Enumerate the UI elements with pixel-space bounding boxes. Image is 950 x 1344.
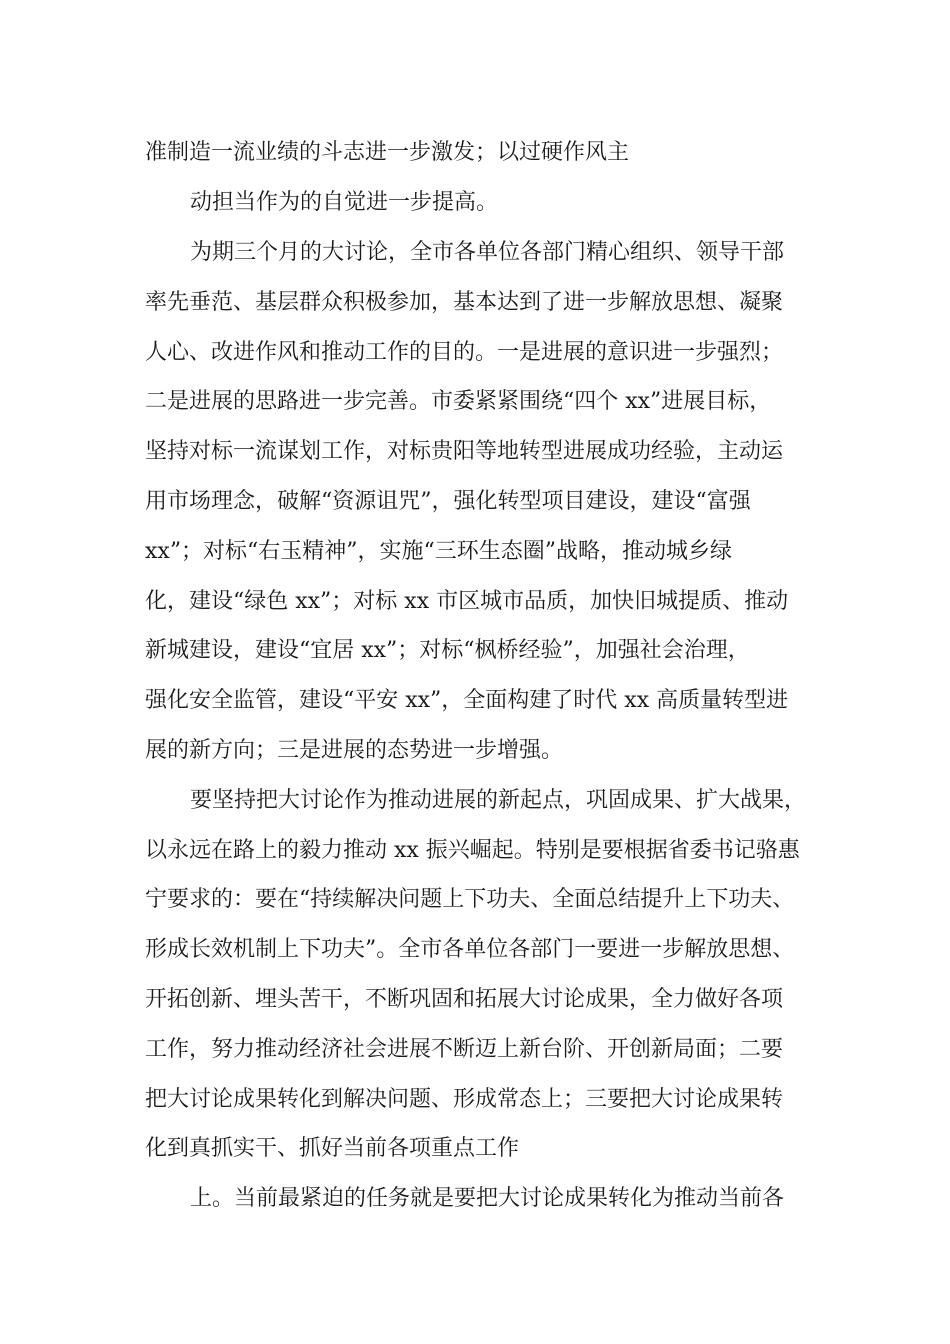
text-line-12: 强化安全监管，建设“平安 xx”，全面构建了时代 xx 高质量转型进 — [145, 688, 789, 713]
text-line-3: 为期三个月的大讨论，全市各单位各部门精心组织、领导干部 — [190, 240, 785, 265]
text-line-11: 新城建设，建设“宜居 xx”；对标“枫桥经验”，加强社会治理， — [145, 638, 750, 663]
text-line-21: 化到真抓实干、抓好当前各项重点工作 — [145, 1136, 520, 1161]
text-line-17: 形成长效机制上下功夫”。全市各单位各部门一要进一步解放思想、 — [145, 937, 795, 962]
text-line-8: 用市场理念，破解“资源诅咒”，强化转型项目建设，建设“富强 — [145, 489, 751, 514]
text-line-13: 展的新方向；三是进展的态势进一步增强。 — [145, 738, 564, 763]
text-line-22: 上。当前最紧迫的任务就是要把大讨论成果转化为推动当前各 — [190, 1186, 785, 1211]
text-line-16: 宁要求的：要在“持续解决问题上下功夫、全面总结提升上下功夫、 — [145, 887, 795, 912]
text-line-5: 人心、改进作风和推动工作的目的。一是进展的意识进一步强烈； — [145, 340, 784, 365]
text-line-18: 开拓创新、埋头苦干，不断巩固和拓展大讨论成果，全力做好各项 — [145, 987, 784, 1012]
text-line-19: 工作，努力推动经济社会进展不断迈上新台阶、开创新局面；二要 — [145, 1037, 784, 1062]
text-line-15: 以永远在路上的毅力推动 xx 振兴崛起。特别是要根据省委书记骆惠 — [145, 838, 800, 863]
text-line-2: 动担当作为的自觉进一步提高。 — [190, 190, 499, 215]
text-line-20: 把大讨论成果转化到解决问题、形成常态上；三要把大讨论成果转 — [145, 1087, 784, 1112]
text-line-7: 坚持对标一流谋划工作，对标贵阳等地转型进展成功经验，主动运 — [145, 439, 784, 464]
text-line-9: xx”；对标“右玉精神”，实施“三环生态圈”战略，推动城乡绿 — [145, 539, 733, 564]
text-line-10: 化，建设“绿色 xx”；对标 xx 市区城市品质，加快旧城提质、推动 — [145, 589, 789, 614]
text-line-1: 准制造一流业绩的斗志进一步激发；以过硬作风主 — [145, 140, 630, 165]
text-line-6: 二是进展的思路进一步完善。市委紧紧围绕“四个 xx”进展目标， — [145, 389, 772, 414]
text-line-14: 要坚持把大讨论作为推动进展的新起点，巩固成果、扩大战果， — [190, 788, 807, 813]
text-line-4: 率先垂范、基层群众积极参加，基本达到了进一步解放思想、凝聚 — [145, 290, 784, 315]
